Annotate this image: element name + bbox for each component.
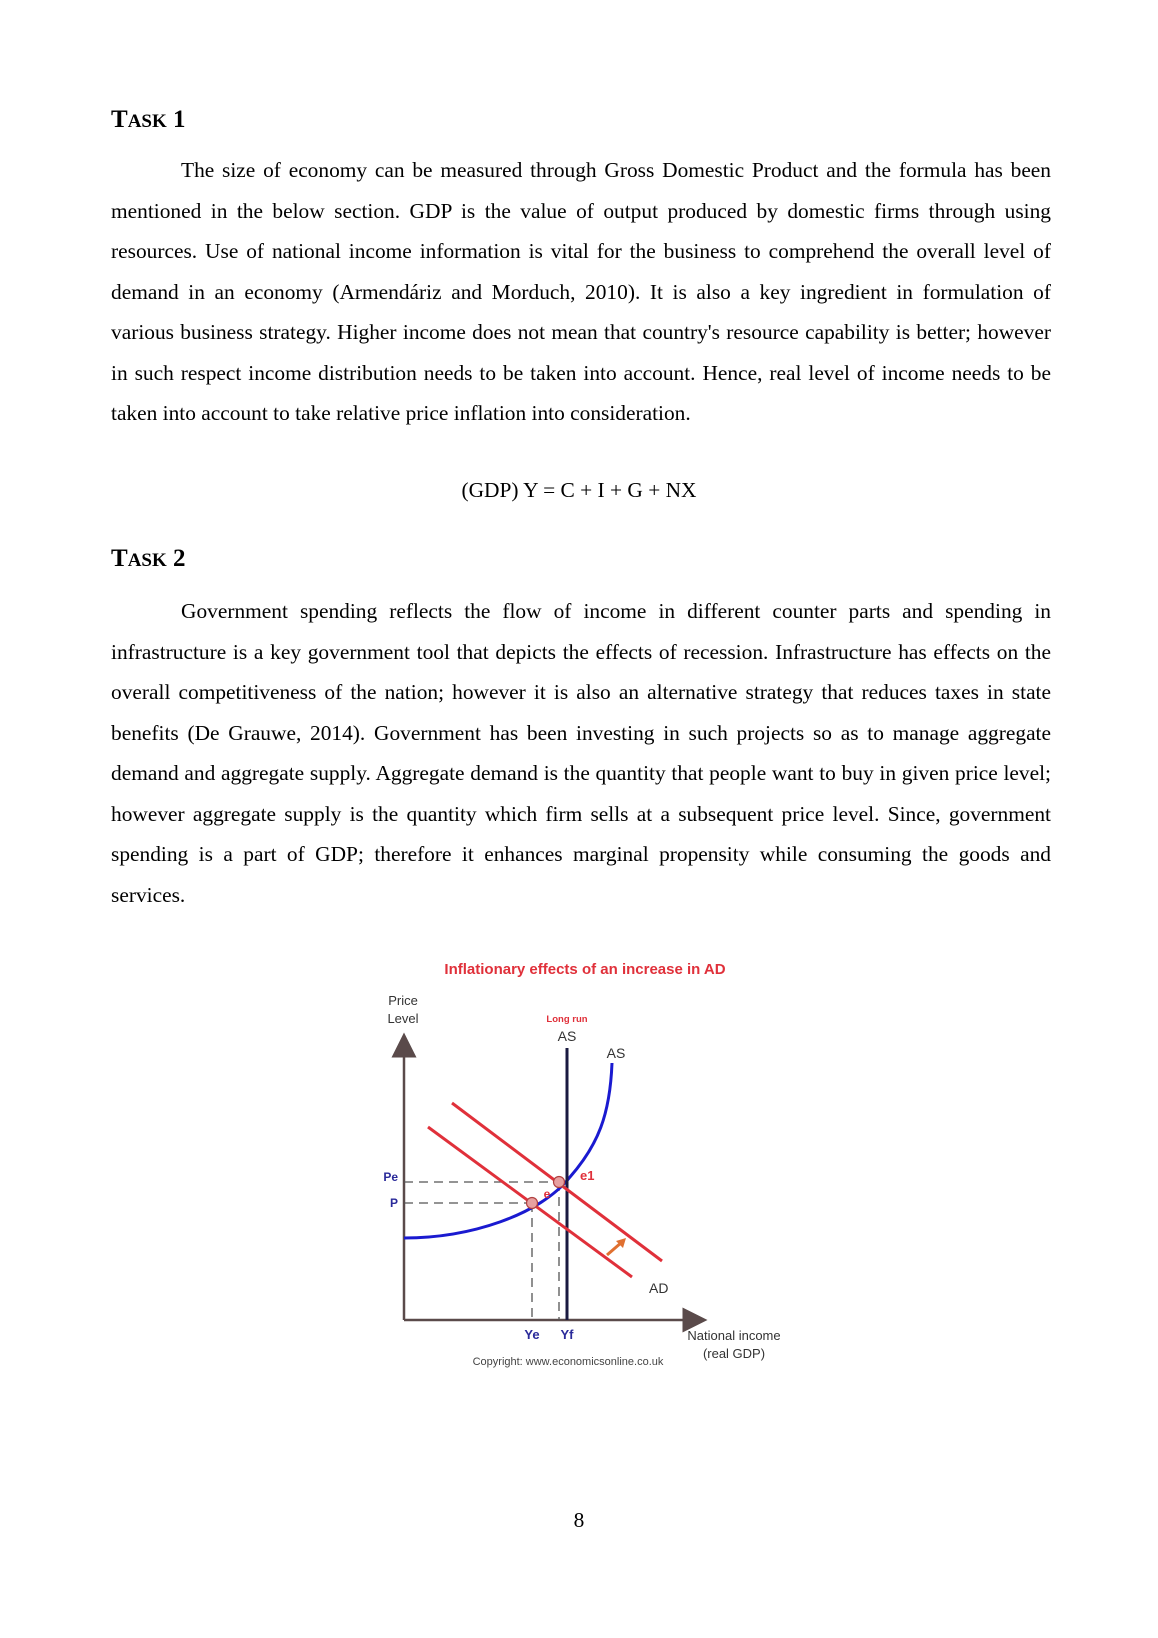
- as-label: AS: [606, 1045, 626, 1061]
- ad-as-diagram-svg: [370, 955, 800, 1375]
- diagram-title: Inflationary effects of an increase in AD: [444, 961, 726, 978]
- y-axis-label-price: Price: [388, 993, 418, 1008]
- x-axis-label-national-income: National income: [687, 1328, 781, 1343]
- diagram-copyright: Copyright: www.economicsonline.co.uk: [472, 1356, 664, 1368]
- pe-label: Pe: [383, 1170, 398, 1184]
- e-label: e: [543, 1187, 551, 1201]
- e1-label: e1: [580, 1168, 595, 1183]
- ad-as-diagram: [370, 955, 800, 1375]
- ye-label: Ye: [524, 1327, 540, 1342]
- as-curve: [404, 1063, 612, 1238]
- long-run-label: Long run: [546, 1014, 588, 1025]
- gdp-formula: (GDP) Y = C + I + G + NX: [461, 478, 697, 502]
- equilibrium-point-e: [527, 1198, 538, 1209]
- task2-heading: TASK 2: [111, 545, 186, 572]
- x-axis-label-real-gdp: (real GDP): [702, 1346, 766, 1361]
- lras-label: AS: [557, 1028, 577, 1044]
- y-axis-label-level: Level: [387, 1011, 419, 1026]
- ad-label: AD: [649, 1280, 669, 1296]
- task1-paragraph: The size of economy can be measured through Gross Domestic Product and the formula has been mentioned in the below section. GDP is the value of output produced by domestic firms through using resources. Use of national income information is vital for the business to comprehend the overall level of demand in an economy (Armendáriz and Morduch, 2010). It is also a key ingredient in formulation of various business strategy. Higher income does not mean that country's resource capability is better; however in such respect income distribution needs to be taken into account. Hence, real level of income needs to be taken into account to take relative price inflation into consideration.: [111, 158, 1051, 425]
- task2-paragraph: Government spending reflects the flow of income in different counter parts and spending in infrastructure is a key government tool that depicts the effects of recession. Infrastructure has effects on the overall competitiveness of the nation; however it is also an alternative strategy that reduces taxes in state benefits (De Grauwe, 2014). Government has been investing in such projects so as to manage aggregate demand and aggregate supply. Aggregate demand is the quantity that people want to buy in given price level; however aggregate supply is the quantity which firm sells at a subsequent price level. Since, government spending is a part of GDP; therefore it enhances marginal propensity while consuming the goods and services.: [111, 599, 1051, 907]
- equilibrium-point-e1: [554, 1177, 565, 1188]
- task1-heading: TASK 1: [111, 106, 186, 133]
- p-label: P: [389, 1196, 398, 1210]
- yf-label: Yf: [560, 1327, 574, 1342]
- page-number: 8: [573, 1508, 585, 1532]
